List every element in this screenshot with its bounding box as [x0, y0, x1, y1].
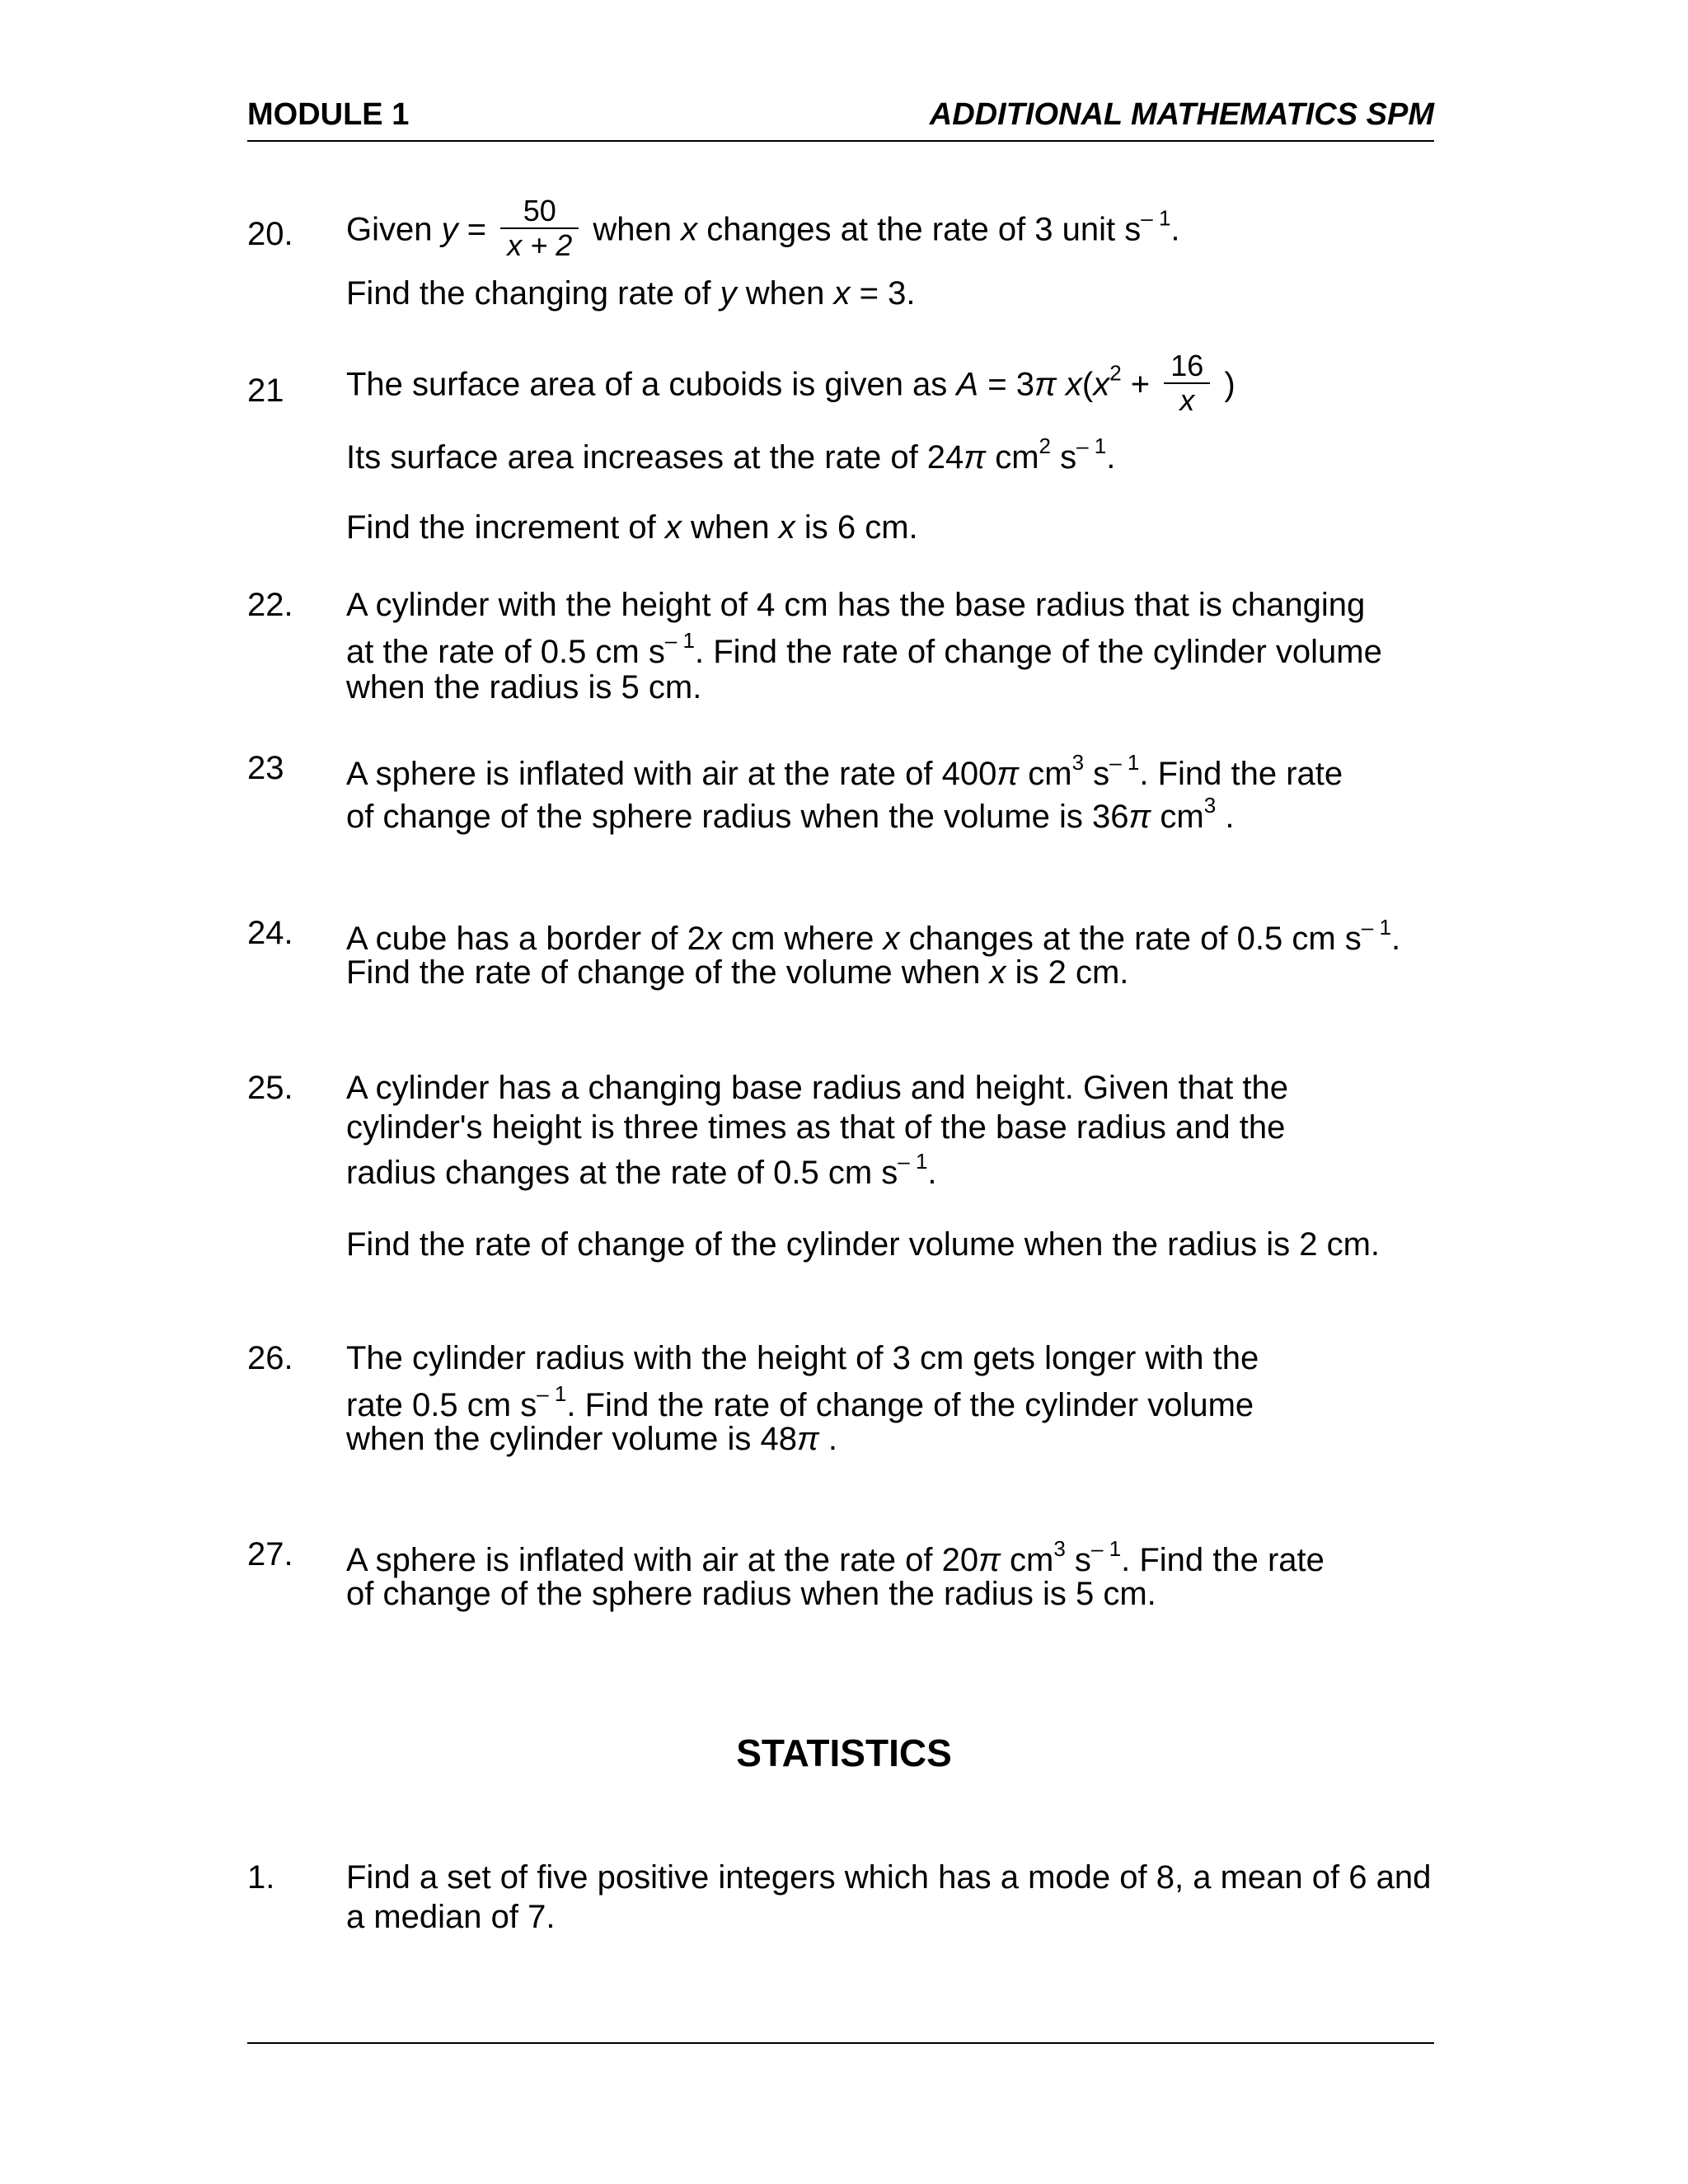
- page-header: [247, 97, 1434, 142]
- question-line: Find the rate of change of the volume when x is 2 cm.: [346, 954, 1129, 991]
- question-line: Find a set of five positive integers which has a mode of 8, a mean of 6 and: [346, 1859, 1432, 1896]
- fraction: $\frac{50}{x + 2}$: [500, 194, 579, 262]
- question-line: A cylinder has a changing base radius and height. Given that the: [346, 1070, 1288, 1106]
- question-line: radius changes at the rate of 0.5 cm $s^{- 1}$.: [346, 1149, 937, 1191]
- question-line: The cylinder radius with the height of 3 cm gets longer with the: [346, 1340, 1259, 1376]
- question-line: Find the increment of x when x is 6 cm.: [346, 509, 918, 546]
- question-number: 21: [247, 373, 284, 409]
- question-line: at the rate of 0.5 cm $s^{- 1}$. Find the rate of change of the cylinder volume: [346, 628, 1382, 670]
- question-line: A sphere is inflated with air at the rate of 20π $cm^3$ $s^{- 1}$. Find the rate: [346, 1536, 1325, 1578]
- question-line: Find the rate of change of the cylinder volume when the radius is 2 cm.: [346, 1226, 1381, 1263]
- question-line: a median of 7.: [346, 1899, 556, 1935]
- question-number: 27.: [247, 1536, 293, 1572]
- module-label: MODULE 1: [247, 97, 410, 132]
- question-line: cylinder's height is three times as that of the base radius and the: [346, 1109, 1286, 1146]
- question-line: rate 0.5 cm $s^{- 1}$. Find the rate of change of the cylinder volume: [346, 1381, 1254, 1423]
- question-line: of change of the sphere radius when the radius is 5 cm.: [346, 1576, 1156, 1612]
- question-line: when the radius is 5 cm.: [346, 669, 702, 705]
- question-number: 25.: [247, 1070, 293, 1106]
- question-number: 23: [247, 750, 284, 786]
- footer-divider: [247, 2042, 1434, 2044]
- question-line: The surface area of a cuboids is given as A = 3π $x(x^2$ + $\frac{16}{x}$ ): [346, 349, 1236, 417]
- question-line: Given y = $\frac{50}{x + 2}$ when x changes at the rate of 3 unit $s^{- 1}$.: [346, 194, 1180, 262]
- fraction: $\frac{16}{x}$: [1164, 349, 1210, 417]
- question-line: A cylinder with the height of 4 cm has the base radius that is changing: [346, 587, 1366, 623]
- question-number: 20.: [247, 216, 293, 252]
- question-line: Its surface area increases at the rate of 24π $cm^2$ $s^{- 1}$.: [346, 434, 1116, 476]
- question-line: A sphere is inflated with air at the rate of 400π $cm^3$ $s^{- 1}$. Find the rate: [346, 750, 1343, 792]
- section-title: STATISTICS: [736, 1732, 952, 1774]
- question-number: 26.: [247, 1340, 293, 1376]
- subject-title: ADDITIONAL MATHEMATICS SPM: [929, 97, 1434, 132]
- question-line: Find the changing rate of y when x = 3.: [346, 275, 916, 312]
- question-line: of change of the sphere radius when the volume is 36π $cm^3$ .: [346, 793, 1235, 835]
- question-line: when the cylinder volume is 48π .: [346, 1421, 837, 1457]
- question-number: 22.: [247, 587, 293, 623]
- question-line: A cube has a border of 2x cm where x changes at the rate of 0.5 cm $s^{- 1}$.: [346, 915, 1401, 957]
- question-number: 24.: [247, 915, 293, 951]
- question-number: 1.: [247, 1859, 275, 1896]
